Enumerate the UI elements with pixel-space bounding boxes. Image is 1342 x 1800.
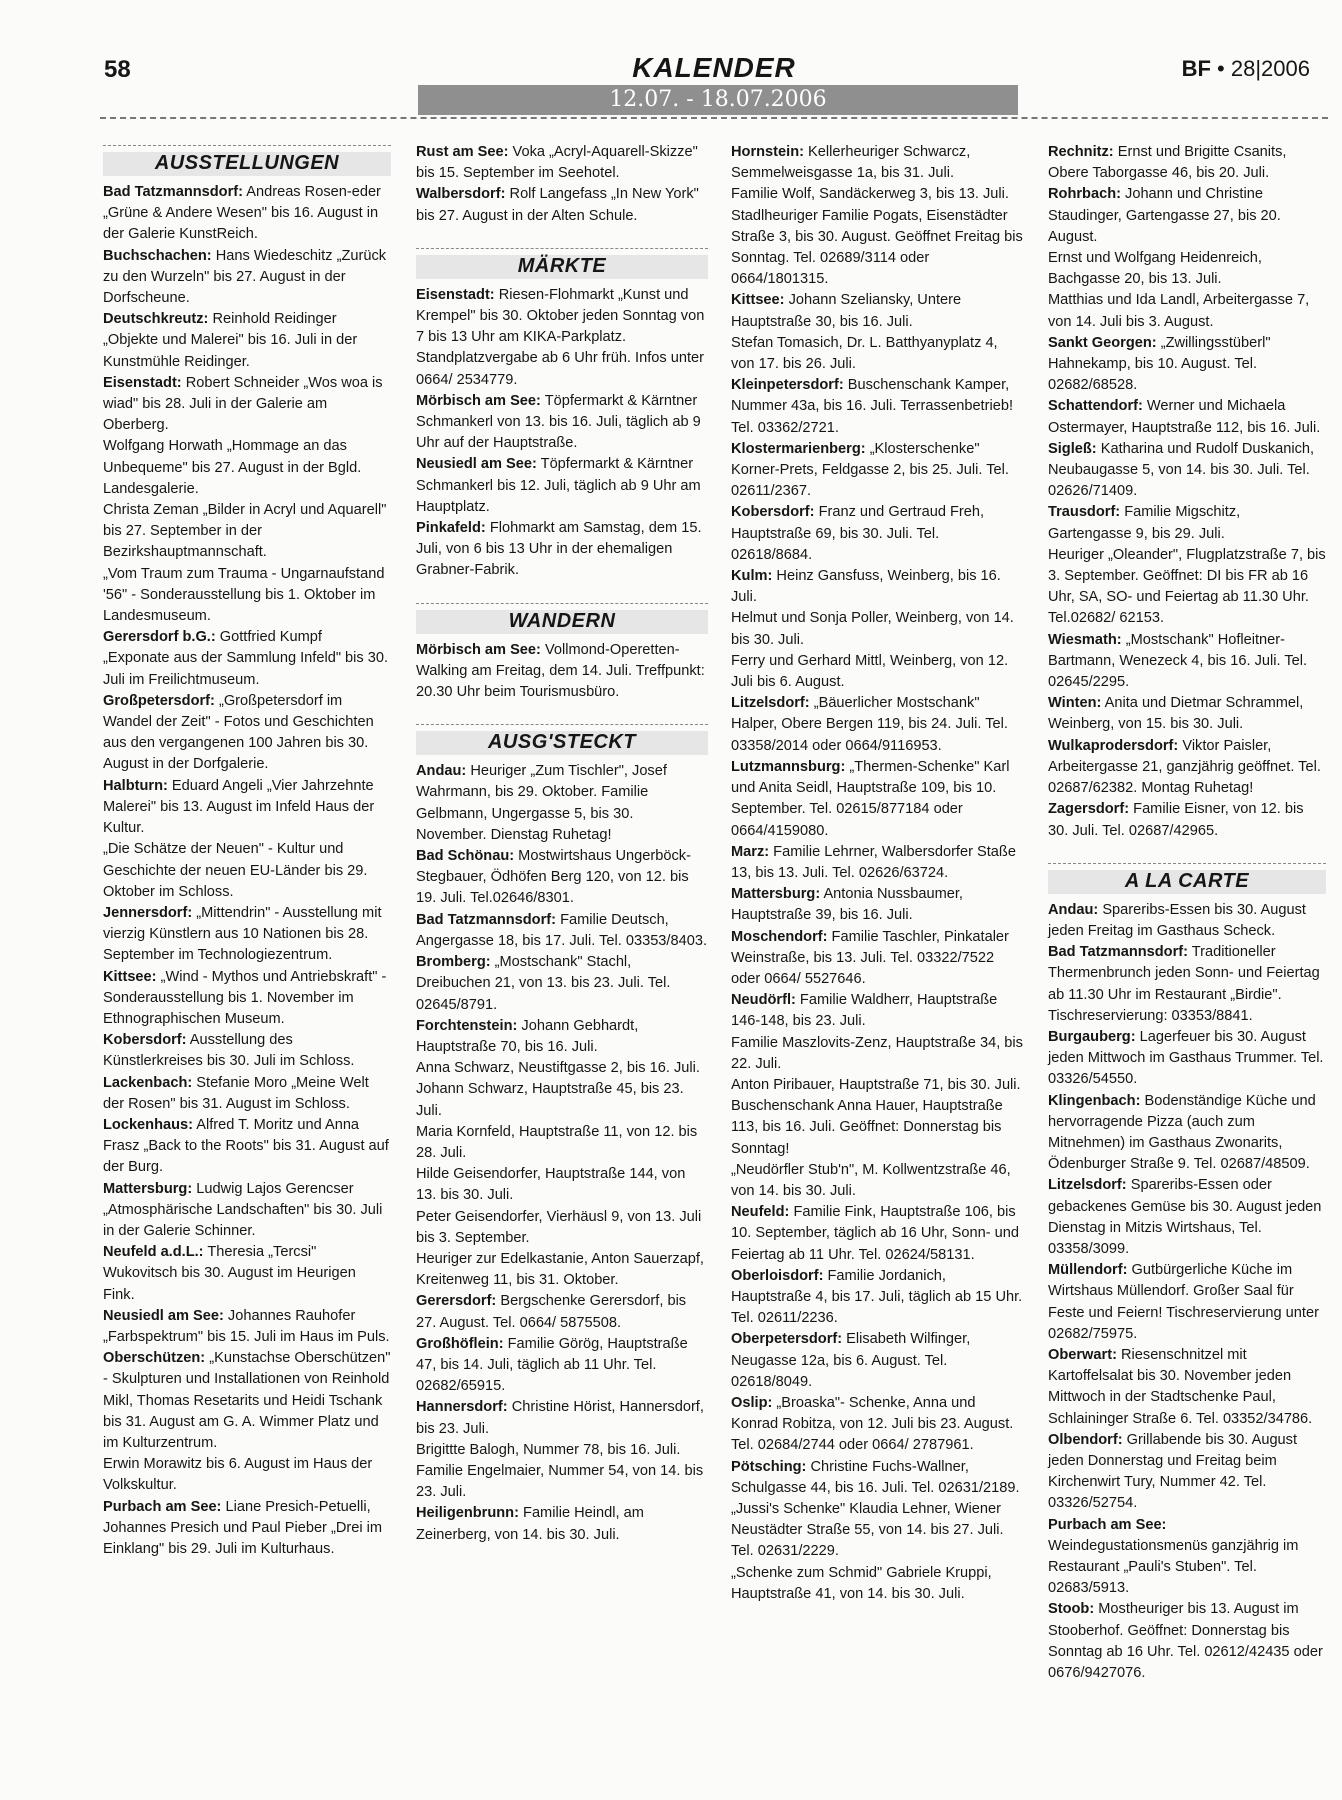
event-description: Familie Jordanich, Hauptstraße 4, bis 17. Juli, täglich ab 15 Uhr. Tel. 02611/2236. [731,1267,1023,1327]
place-name: Jennersdorf: [103,904,193,921]
event-description: „Die Schätze der Neuen" - Kultur und Geschichte der neuen EU-Länder bis 29. Oktober im Schloss. [103,841,368,900]
event-listing [731,1096,1023,1160]
page-title: KALENDER [632,52,796,83]
event-listing [416,1058,708,1079]
event-description: „Mostschank" Stachl, Dreibuchen 21, von 13. bis 23. Juli. Tel. 02645/8791. [416,954,671,1013]
event-listing [731,502,1023,566]
event-description: Franz und Gertraud Freh, Hauptstraße 69, bis 30. Juli. Tel. 02618/8684. [731,504,985,563]
event-listing [416,761,708,846]
place-name: Schattendorf: [1048,398,1143,415]
event-listing [731,375,1023,439]
place-name: Mattersburg: [103,1180,193,1197]
event-listing [731,184,1023,205]
place-name: Wulkaprodersdorf: [1048,737,1179,754]
place-name: Oberschützen: [103,1350,206,1367]
event-description: Anton Piribauer, Hauptstraße 71, bis 30. Juli. [731,1076,1021,1093]
place-name: Rechnitz: [1048,144,1114,160]
event-description: Johann Gebhardt, Hauptstraße 70, bis 16. Juli. [416,1017,639,1055]
event-description: Johannes Rauhofer „Farbspektrum" bis 15. Juli im Haus im Puls. [103,1307,390,1345]
event-listing [416,1440,708,1461]
event-description: Kellerheuriger Schwarcz, Semmelweisgasse 1a, bis 31. Juli. [731,144,971,182]
event-description: Robert Schneider „Wos woa is wiad" bis 28. Juli in der Galerie am Oberberg. [103,374,383,434]
section-divider [416,248,708,249]
place-name: Sankt Georgen: [1048,334,1157,351]
event-description: Alfred T. Moritz und Anna Frasz „Back to the Roots" bis 31. August auf der Burg. [103,1116,389,1176]
event-description: Familie Lehrner, Walbersdorfer Staße 13, bis 13. Juli. Tel. 02626/63724. [731,843,1016,881]
section-heading-label: A LA CARTE [1124,869,1250,892]
place-name: Olbendorf: [1048,1431,1123,1448]
event-description: „Vom Traum zum Trauma - Ungarnaufstand '56" - Sonderausstellung bis 1. Oktober im Landesmuseum. [103,565,385,625]
event-description: Hans Wiedeschitz „Zurück zu den Wurzeln" bis 27. August in der Dorfscheune. [103,247,387,307]
event-listing [731,927,1023,991]
event-listing [416,1291,708,1333]
column-3 [731,142,1023,1605]
event-description: „Klosterschenke" Korner-Prets, Feldgasse 2, bis 25. Juli. Tel. 02611/2367. [731,440,1009,500]
event-description: Traditioneller Thermenbrunch jeden Sonn- und Feiertag ab 11.30 Uhr im Restaurant „Birdie". Tischreservierung: 03353/8841. [1048,944,1320,1024]
event-description: Familie Heindl, am Zeinerberg, von 14. bis 30. Juli. [416,1505,644,1543]
event-description: „Kunstachse Oberschützen" - Skulpturen und Installationen von Reinhold Mikl, Thomas Resetarits und Heidi Tschank bis 31. August am G. A. Wimmer Platz und im Kulturzentrum. [103,1350,391,1451]
event-description: Ernst und Brigitte Csanits, Obere Taborgasse 46, bis 20. Juli. [1048,144,1287,182]
event-listing [416,1249,708,1291]
event-description: „Großpetersdorf im Wandel der Zeit" - Fotos und Geschichten aus den vergangenen 100 Jahren bis 30. August in der Dorfgalerie. [103,692,374,773]
event-listing [1048,333,1326,397]
section-heading [416,245,708,281]
event-listing [1048,900,1326,942]
event-description: Liane Presich-Petuelli, Johannes Presich und Paul Pieber „Drei im Einklang" bis 29. Juli im Kulturhaus. [103,1498,383,1557]
event-listing [416,1207,708,1249]
event-description: Brigittte Balogh, Nummer 78, bis 16. Juli. [416,1441,681,1458]
place-name: Mattersburg: [731,886,821,903]
event-listing [731,1266,1023,1330]
place-name: Wiesmath: [1048,631,1122,648]
place-name: Kulm: [731,568,773,585]
place-name: Oberwart: [1048,1346,1117,1363]
event-listing [416,1461,708,1503]
place-name: Oberpetersdorf: [731,1331,843,1348]
event-description: „Mittendrin" - Ausstellung mit vierzig Künstlern aus 10 Nationen bis 28. September im Technologiezentrum. [103,904,382,964]
place-name: Hornstein: [731,144,804,160]
place-name: Kittsee: [103,968,157,985]
event-listing [416,184,708,226]
event-listing [416,1503,708,1545]
event-description: „Zwillingsstüberl" Hahnekamp, bis 10. August. Tel. 02682/68528. [1048,334,1271,394]
place-name: Sigleß: [1048,440,1097,457]
place-name: Marz: [731,843,770,860]
event-listing [1048,1175,1326,1260]
column-1 [103,142,391,1560]
place-name: Kleinpetersdorf: [731,377,844,394]
place-name: Purbach am See: [103,1498,222,1515]
place-name: Andau: [416,763,467,780]
section-heading [1048,860,1326,896]
place-name: Neusiedl am See: [416,456,537,473]
event-description: Voka „Acryl-Aquarell-Skizze" bis 15. September im Seehotel. [416,144,698,182]
event-listing [103,1454,391,1496]
page-header [100,50,1328,112]
event-description: Stadlheuriger Familie Pogats, Eisenstädter Straße 3, bis 30. August. Geöffnet Freitag bis Sonntag. Tel. 02689/3114 oder 0664/1801315. [731,207,1023,288]
event-description: Heinz Gansfuss, Weinberg, bis 16. Juli. [731,568,1001,606]
event-description: Rolf Langefass „In New York" bis 27. August in der Alten Schule. [416,186,699,224]
place-name: Lutzmannsburg: [731,758,846,775]
place-name: Trausdorf: [1048,504,1121,521]
event-listing [416,846,708,910]
event-listing [731,1075,1023,1096]
event-listing [1048,502,1326,544]
event-listing [1048,1599,1326,1684]
event-description: Familie Waldherr, Hauptstraße 146-148, bis 23. Juli. [731,992,998,1030]
place-name: Eisenstadt: [416,286,495,303]
event-listing [103,1348,391,1454]
event-listing [103,1073,391,1115]
column-2 [416,142,708,1546]
event-listing [103,1242,391,1306]
event-description: Andreas Rosen-eder „Grüne & Andere Wesen" bis 16. August in der Galerie KunstReich. [103,184,381,243]
place-name: Pötsching: [731,1458,807,1475]
event-description: Eduard Angeli „Vier Jahrzehnte Malerei" bis 13. August im Infeld Haus der Kultur. [103,777,375,837]
event-listing [1048,184,1326,248]
event-description: Reinhold Reidinger „Objekte und Malerei" bis 16. Juli in der Kunstmühle Reidinger. [103,311,358,370]
event-description: Stefan Tomasich, Dr. L. Batthyanyplatz 4, von 17. bis 26. Juli. [731,334,998,373]
event-listing [1048,1430,1326,1515]
event-listing [731,333,1023,375]
event-listing [416,1016,708,1058]
event-listing [1048,142,1326,184]
place-name: Lockenhaus: [103,1116,194,1133]
place-name: Hannersdorf: [416,1399,508,1416]
place-name: Neufeld: [731,1204,790,1221]
place-name: Stoob: [1048,1601,1095,1618]
event-listing [103,691,391,776]
event-listing [731,651,1023,693]
event-listing [1048,630,1326,694]
event-description: Familie Deutsch, Angergasse 18, bis 17. Juli. Tel. 03353/8403. [416,911,707,949]
event-listing [731,1160,1023,1202]
event-description: Wolfgang Horwath „Hommage an das Unbequeme" bis 27. August in der Bgld. Landesgalerie. [103,438,362,497]
event-listing [731,1393,1023,1457]
event-description: „Neudörfler Stub'n", M. Kollwentzstraße 46, von 14. bis 30. Juli. [731,1161,1011,1199]
place-name: Burgauberg: [1048,1028,1136,1045]
place-name: Bad Tatzmannsdorf: [103,184,243,200]
place-name: Klingenbach: [1048,1092,1141,1109]
page-number: 58 [104,56,131,83]
event-listing [1048,1260,1326,1345]
event-listing [1048,290,1326,332]
section-divider [416,603,708,604]
place-name: Gerersdorf: [416,1293,497,1310]
event-listing [731,1329,1023,1393]
section-heading [416,721,708,757]
event-description: Grillabende bis 30. August jeden Donnerstag und Freitag beim Kirchenwirt Tury, Nummer 42. Tel. 03326/52754. [1048,1431,1298,1512]
event-description: Maria Kornfeld, Hauptstraße 11, von 12. bis 28. Juli. [416,1123,698,1161]
place-name: Großhöflein: [416,1335,504,1352]
event-listing [416,285,708,391]
event-listing [1048,1515,1326,1600]
event-listing [731,566,1023,608]
event-description: Familie Görög, Hauptstraße 47, bis 14. Juli, täglich ab 11 Uhr. Tel. 02682/65915. [416,1335,688,1395]
event-description: Familie Eisner, von 12. bis 30. Juli. Tel. 02687/42965. [1048,801,1304,839]
event-description: Antonia Nussbaumer, Hauptstraße 39, bis 16. Juli. [731,886,963,924]
event-description: Riesenschnitzel mit Kartoffelsalat bis 30. November jeden Mittwoch in der Stadtschenke Paul, Schlaininger Straße 6. Tel. 03352/34786. [1048,1346,1313,1427]
event-description: Familie Engelmaier, Nummer 54, von 14. bis 23. Juli. [416,1462,704,1501]
event-listing [416,640,708,704]
event-listing [1048,1091,1326,1176]
event-listing [731,1563,1023,1605]
event-description: Heuriger zur Edelkastanie, Anton Sauerzapf, Kreitenweg 11, bis 31. Oktober. [416,1250,704,1289]
event-description: Johann Szeliansky, Untere Hauptstraße 30, bis 16. Juli. [731,292,962,330]
event-listing [1048,396,1326,438]
event-description: Ernst und Wolfgang Heidenreich, Bachgasse 20, bis 13. Juli. [1048,250,1262,288]
event-description: Familie Maszlovits-Zenz, Hauptstraße 34, bis 22. Juli. [731,1034,1023,1072]
event-description: Weindegustationsmenüs ganzjährig im Restaurant „Pauli's Stuben". Tel. 02683/5913. [1048,1537,1299,1597]
place-name: Kobersdorf: [103,1032,187,1049]
event-description: Buschenschank Kamper, Nummer 43a, bis 16. Juli. Terrassenbetrieb! Tel. 03362/2721. [731,377,1014,436]
event-listing [416,1079,708,1121]
event-description: Ferry und Gerhard Mittl, Weinberg, von 12. Juli bis 6. August. [731,652,1009,691]
place-name: Rust am See: [416,144,509,160]
event-listing [731,990,1023,1032]
event-listing [103,436,391,500]
event-listing [731,1202,1023,1266]
event-description: Christine Hörist, Hannersdorf, bis 23. Juli. [416,1399,704,1437]
place-name: Bad Tatzmannsdorf: [1048,944,1188,961]
issue-number: 28|2006 [1230,56,1310,81]
event-description: Viktor Paisler, Arbeitergasse 21, ganzjährig geöffnet. Tel. 02687/62382. Montag Ruhetag! [1048,737,1321,797]
event-description: Töpfermarkt & Kärntner Schmankerl von 13. bis 16. Juli, täglich ab 9 Uhr auf der Hauptstraße. [416,392,701,452]
section-heading-label: MÄRKTE [517,254,607,277]
event-description: Bergschenke Gerersdorf, bis 27. August. Tel. 0664/ 5875508. [416,1293,687,1331]
event-description: Erwin Morawitz bis 6. August im Haus der Volkskultur. [103,1456,373,1494]
event-listing [103,627,391,691]
place-name: Deutschkreutz: [103,311,209,328]
event-listing [731,206,1023,291]
section-divider [1048,863,1326,864]
place-name: Neudörfl: [731,992,796,1009]
event-listing [103,1115,391,1179]
event-description: Familie Taschler, Pinkataler Weinstraße, bis 13. Juli. Tel. 03322/7522 oder 0664/ 5527646. [731,928,1009,987]
section-heading-label: AUSG'STECKT [487,731,637,754]
place-name: Heiligenbrunn: [416,1505,519,1522]
event-description: Heuriger „Oleander", Flugplatzstraße 7, bis 3. September. Geöffnet: DI bis FR ab 16 Uhr, SA, SO- und Feiertag ab 11.30 Uhr. Tel.02682/ 62153. [1048,546,1326,627]
event-description: Töpfermarkt & Kärntner Schmankerl bis 12. Juli, täglich ab 9 Uhr am Hauptplatz. [416,456,701,515]
event-description: Hilde Geisendorfer, Hauptstraße 144, von 13. bis 30. Juli. [416,1166,686,1204]
event-listing [1048,736,1326,800]
place-name: Neufeld a.d.L.: [103,1244,204,1261]
place-name: Walbersdorf: [416,186,506,203]
event-listing [731,842,1023,884]
place-name: Winten: [1048,695,1102,712]
event-listing [416,518,708,582]
event-description: Johann und Christine Staudinger, Gartengasse 27, bis 20. August. [1048,186,1281,245]
event-description: Peter Geisendorfer, Vierhäusl 9, von 13. Juli bis 3. September. [416,1208,702,1246]
event-listing [103,776,391,840]
section-heading-label: WANDERN [508,609,616,632]
place-name: Zagersdorf: [1048,801,1130,818]
event-description: Familie Fink, Hauptstraße 106, bis 10. September, täglich ab 16 Uhr, Sonn- und Feiertag ab 11 Uhr. Tel. 02624/58131. [731,1204,1020,1263]
place-name: Andau: [1048,901,1099,918]
section-divider [103,145,391,146]
place-name: Mörbisch am See: [416,392,541,409]
event-listing [1048,1027,1326,1091]
event-listing [103,1306,391,1348]
place-name: Forchtenstein: [416,1017,518,1034]
event-listing [103,903,391,967]
event-listing [416,391,708,455]
event-listing [1048,439,1326,503]
place-name: Litzelsdorf: [1048,1177,1127,1194]
event-listing [731,608,1023,650]
place-name: Gerersdorf b.G.: [103,629,216,646]
place-name: Klostermarienberg: [731,440,866,457]
issue-info: BF • 28|2006 [1181,56,1310,81]
place-name: Neusiedl am See: [103,1307,224,1324]
event-listing [416,1122,708,1164]
event-description: Elisabeth Wilfinger, Neugasse 12a, bis 6. August. Tel. 02618/8049. [731,1331,971,1390]
event-description: „Mostschank" Hofleitner-Bartmann, Wenezeck 4, bis 16. Juli. Tel. 02645/2295. [1048,631,1308,691]
event-description: „Broaska"- Schenke, Anna und Konrad Robitza, von 12. Juli bis 23. August. Tel. 02684/2744 oder 0664/ 2787961. [731,1394,1014,1454]
event-description: Ludwig Lajos Gerencser „Atmosphärische Landschaften" bis 30. Juli in der Galerie Schinner. [103,1180,383,1239]
event-listing [103,246,391,310]
event-description: Christine Fuchs-Wallner, Schulgasse 44, bis 16. Juli. Tel. 02631/2189. [731,1458,1020,1496]
place-name: Bad Tatzmannsdorf: [416,911,556,928]
event-description: Heuriger „Zum Tischler", Josef Wahrmann, bis 29. Oktober. Familie Gelbmann, Ungergasse 5, bis 30. November. Dienstag Ruhetag! [416,763,667,843]
event-listing [103,309,391,373]
event-listing [1048,693,1326,735]
event-listing [1048,248,1326,290]
place-name: Kittsee: [731,292,785,309]
place-name: Rohrbach: [1048,186,1121,203]
place-name: Oslip: [731,1394,773,1411]
event-listing [416,952,708,1016]
event-listing [103,967,391,1031]
event-description: Familie Wolf, Sandäckerweg 3, bis 13. Juli. [731,186,1009,203]
event-description: Familie Migschitz, Gartengasse 9, bis 29. Juli. [1048,504,1241,542]
event-description: Gottfried Kumpf „Exponate aus der Sammlung Infeld" bis 30. Juli im Freilichtmuseum. [103,629,389,688]
event-listing [103,564,391,628]
event-description: Riesen-Flohmarkt „Kunst und Krempel" bis 30. Oktober jeden Sonntag von 7 bis 13 Uhr am KIKA-Parkplatz. Standplatzvergabe ab 6 Uhr früh. Infos unter 0664/ 2534779. [416,286,705,388]
event-listing [731,439,1023,503]
event-listing [1048,545,1326,630]
place-name: Lackenbach: [103,1074,193,1091]
place-name: Oberloisdorf: [731,1267,824,1284]
event-description: Flohmarkt am Samstag, dem 15. Juli, von 6 bis 13 Uhr in der ehemaligen Grabner-Fabrik. [416,520,702,579]
publication-name: BF [1181,56,1211,81]
event-description: Helmut und Sonja Poller, Weinberg, von 14. bis 30. Juli. [731,610,1014,648]
event-listing [731,290,1023,332]
event-description: „Wind - Mythos und Antriebskraft" - Sonderausstellung bis 1. November im Ethnographischen Museum. [103,968,387,1027]
place-name: Mörbisch am See: [416,641,541,658]
event-listing [103,839,391,903]
place-name: Müllendorf: [1048,1262,1128,1279]
event-description: Anita und Dietmar Schrammel, Weinberg, von 15. bis 30. Juli. [1048,695,1304,733]
section-heading [416,600,708,636]
event-listing [103,1030,391,1072]
event-description: Ausstellung des Künstlerkreises bis 30. Juli im Schloss. [103,1032,355,1070]
place-name: Buchschachen: [103,247,212,264]
place-name: Purbach am See: [1048,1516,1167,1533]
event-listing [103,373,391,437]
event-listing [416,910,708,952]
event-description: Theresia „Tercsi" Wukovitsch bis 30. August im Heurigen Fink. [103,1244,356,1303]
event-listing [416,454,708,518]
event-listing [731,1499,1023,1563]
event-description: Mostheuriger bis 13. August im Stooberhof. Geöffnet: Donnerstag bis Sonntag ab 16 Uhr. Tel. 02612/42435 oder 0676/9427076. [1048,1601,1323,1682]
section-heading-label: AUSSTELLUNGEN [154,152,340,174]
event-listing [1048,1345,1326,1430]
event-listing [731,884,1023,926]
event-listing [416,142,708,184]
date-range-banner: 12.07. - 18.07.2006 [418,85,1018,115]
place-name: Moschendorf: [731,928,828,945]
event-description: „Schenke zum Schmid" Gabriele Kruppi, Hauptstraße 41, von 14. bis 30. Juli. [731,1564,992,1602]
place-name: Bad Schönau: [416,848,515,865]
event-description: Mostwirtshaus Ungerböck-Stegbauer, Ödhöfen Berg 120, von 12. bis 19. Juli. Tel.02646/8301. [416,848,691,907]
place-name: Eisenstadt: [103,374,182,391]
event-description: Matthias und Ida Landl, Arbeitergasse 7, von 14. Juli bis 3. August. [1048,292,1310,330]
header-divider [100,117,1328,119]
event-description: Christa Zeman „Bilder in Acryl und Aquarell" bis 27. September in der Bezirkshauptmannschaft. [103,502,387,561]
event-listing [103,500,391,564]
event-description: Katharina und Rudolf Duskanich, Neubaugasse 5, von 14. bis 30. Juli. Tel. 02626/71409. [1048,440,1315,500]
place-name: Bromberg: [416,954,491,971]
event-description: Gutbürgerliche Küche im Wirtshaus Müllendorf. Großer Saal für Feste und Feiern! Tischreservierung unter 02682/75975. [1048,1262,1319,1342]
event-listing [103,1497,391,1561]
event-listing [416,1397,708,1439]
event-listing [1048,942,1326,1027]
column-4 [1048,142,1326,1684]
event-description: Spareribs-Essen bis 30. August jeden Freitag im Gasthaus Scheck. [1048,901,1306,939]
section-divider [416,724,708,725]
place-name: Pinkafeld: [416,520,486,537]
place-name: Litzelsdorf: [731,695,810,712]
event-description: Stefanie Moro „Meine Welt der Rosen" bis 31. August im Schloss. [103,1074,369,1112]
event-description: „Bäuerlicher Mostschank" Halper, Obere Bergen 119, bis 24. Juli. Tel. 03358/2014 oder 0664/9116953. [731,695,1008,754]
event-listing [416,1334,708,1398]
event-description: „Jussi's Schenke" Klaudia Lehner, Wiener Neustädter Straße 55, von 14. bis 27. Juli. Tel. 02631/2229. [731,1501,1004,1560]
event-listing [731,757,1023,842]
place-name: Halbturn: [103,777,168,794]
event-description: Johann Schwarz, Hauptstraße 45, bis 23. Juli. [416,1081,684,1119]
place-name: Großpetersdorf: [103,692,215,709]
event-description: Bodenständige Küche und hervorragende Pizza (auch zum Mitnehmen) im Gasthaus Zwonarits, Ödenburger Straße 9. Tel. 02687/48509. [1048,1092,1316,1173]
event-description: Werner und Michaela Ostermayer, Hauptstraße 112, bis 16. Juli. [1048,398,1321,436]
event-listing [1048,799,1326,841]
event-listing [103,1179,391,1243]
event-listing [731,1457,1023,1499]
event-listing [416,1164,708,1206]
event-description: Spareribs-Essen oder gebackenes Gemüse bis 30. August jeden Dienstag in Mitzis Wirtshaus, Tel. 03358/3099. [1048,1177,1322,1257]
event-listing [731,1033,1023,1075]
event-description: Lagerfeuer bis 30. August jeden Mittwoch im Gasthaus Trummer. Tel. 03326/54550. [1048,1028,1324,1088]
event-listing [731,142,1023,184]
section-heading [103,142,391,178]
place-name: Kobersdorf: [731,504,815,521]
event-description: Anna Schwarz, Neustiftgasse 2, bis 16. Juli. [416,1060,700,1077]
event-description: Vollmond-Operetten-Walking am Freitag, dem 14. Juli. Treffpunkt: 20.30 Uhr beim Tourismusbüro. [416,641,705,701]
event-description: „Thermen-Schenke" Karl und Anita Seidl, Hauptstraße 109, bis 10. September. Tel. 02615/877184 oder 0664/4159080. [731,758,1010,839]
event-listing [103,182,391,246]
event-description: Buschenschank Anna Hauer, Hauptstraße 113, bis 16. Juli. Geöffnet: Donnerstag bis Sonntag! [731,1098,1003,1157]
event-listing [731,693,1023,757]
